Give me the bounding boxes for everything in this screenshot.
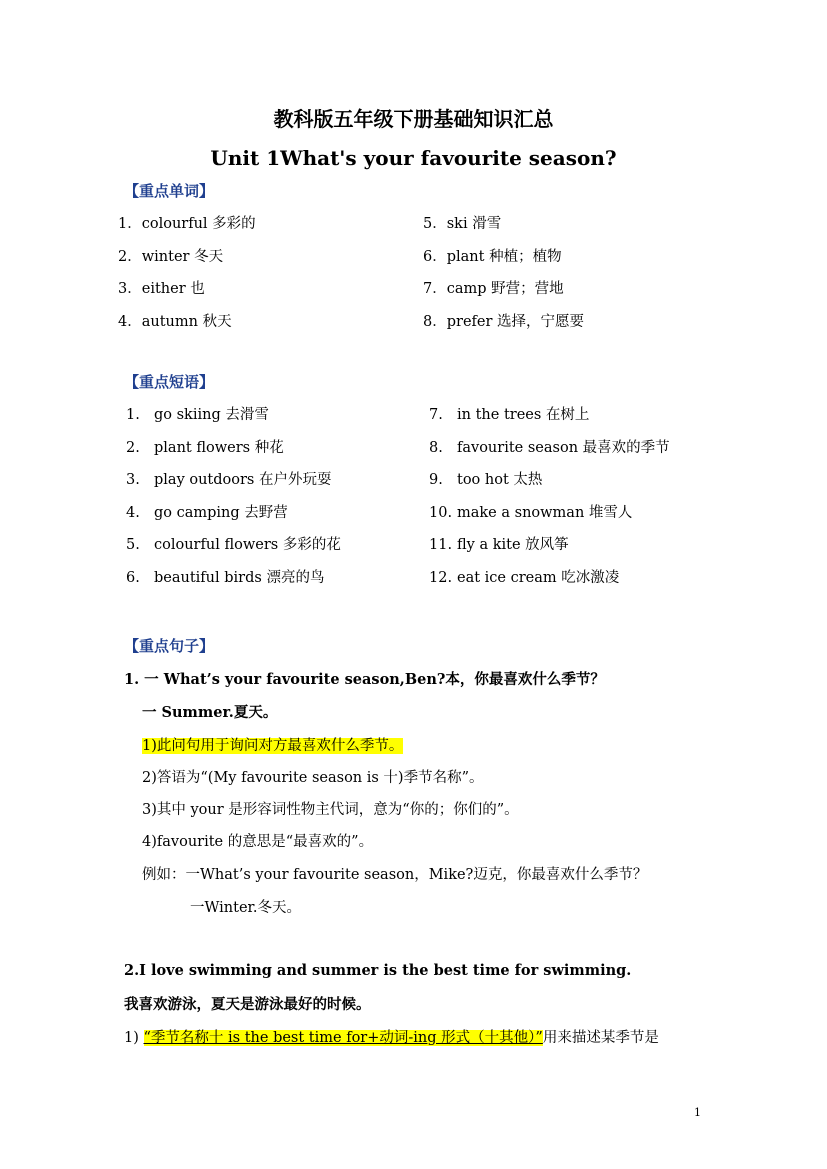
phrase-item: 7. in the trees 在树上 [429,407,590,423]
phrase-item: 8. favourite season 最喜欢的季节 [429,440,670,456]
phrase-item: 10. make a snowman 堆雪人 [429,505,633,521]
phrase-item: 11. fly a kite 放风筝 [429,537,569,553]
phrase-item: 12. eat ice cream 吃冰激凌 [429,570,620,586]
sentence-1-question: 1. 一 What’s your favourite season,Ben?本，你最喜欢什么季节？ [124,671,605,688]
word-item: 4．autumn 秋天 [118,314,232,330]
phrase-item: 3. play outdoors 在户外玩耍 [126,472,332,488]
phrase-item: 6. beautiful birds 漂亮的鸟 [126,570,325,586]
phrase-item: 9. too hot 太热 [429,472,543,488]
sentence-2-chinese: 我喜欢游泳，夏天是游泳最好的时候。 [124,996,371,1013]
word-item: 2．winter 冬天 [118,249,224,265]
word-item: 5．ski 滑雪 [423,216,502,232]
sentence-1-answer: 一 Summer.夏天。 [142,704,278,721]
key-sentences-heading: 【重点句子】 [124,637,215,655]
page-title: 教科版五年级下册基础知识汇总 [273,107,554,131]
phrase-item: 5. colourful flowers 多彩的花 [126,537,341,553]
word-item: 7．camp 野营；营地 [423,281,564,297]
key-phrases-heading: 【重点短语】 [124,373,215,391]
word-item: 6．plant 种植；植物 [423,249,562,265]
unit-title: Unit 1What's your favourite season? [210,146,617,170]
phrase-item: 4. go camping 去野营 [126,505,288,521]
word-item: 3．either 也 [118,281,205,297]
note-3: 3)其中 your 是形容词性物主代词，意为“你的；你们的”。 [142,802,519,818]
phrase-item: 1. go skiing 去滑雪 [126,407,269,423]
sentence-2-note-1: 1) “季节名称十 is the best time for+动词-ing 形式（十其他）”用来描述某季节是 [124,1030,659,1046]
word-item: 1．colourful 多彩的 [118,216,256,232]
example-answer: 一Winter.冬天。 [190,900,301,916]
note-1: 1)此问句用于询问对方最喜欢什么季节。 [142,738,404,754]
word-item: 8．prefer 选择，宁愿要 [423,314,585,330]
key-words-heading: 【重点单词】 [124,182,215,200]
phrase-item: 2. plant flowers 种花 [126,440,284,456]
note-4: 4)favourite 的意思是“最喜欢的”。 [142,834,374,850]
sentence-2-english: 2.I love swimming and summer is the best time for swimming. [124,962,632,979]
note-2: 2)答语为“(My favourite season is 十)季节名称”。 [142,770,484,786]
example-question: 例如：一What’s your favourite season，Mike?迈克，你最喜欢什么季节？ [142,867,648,883]
page-number: 1 [694,1106,701,1119]
